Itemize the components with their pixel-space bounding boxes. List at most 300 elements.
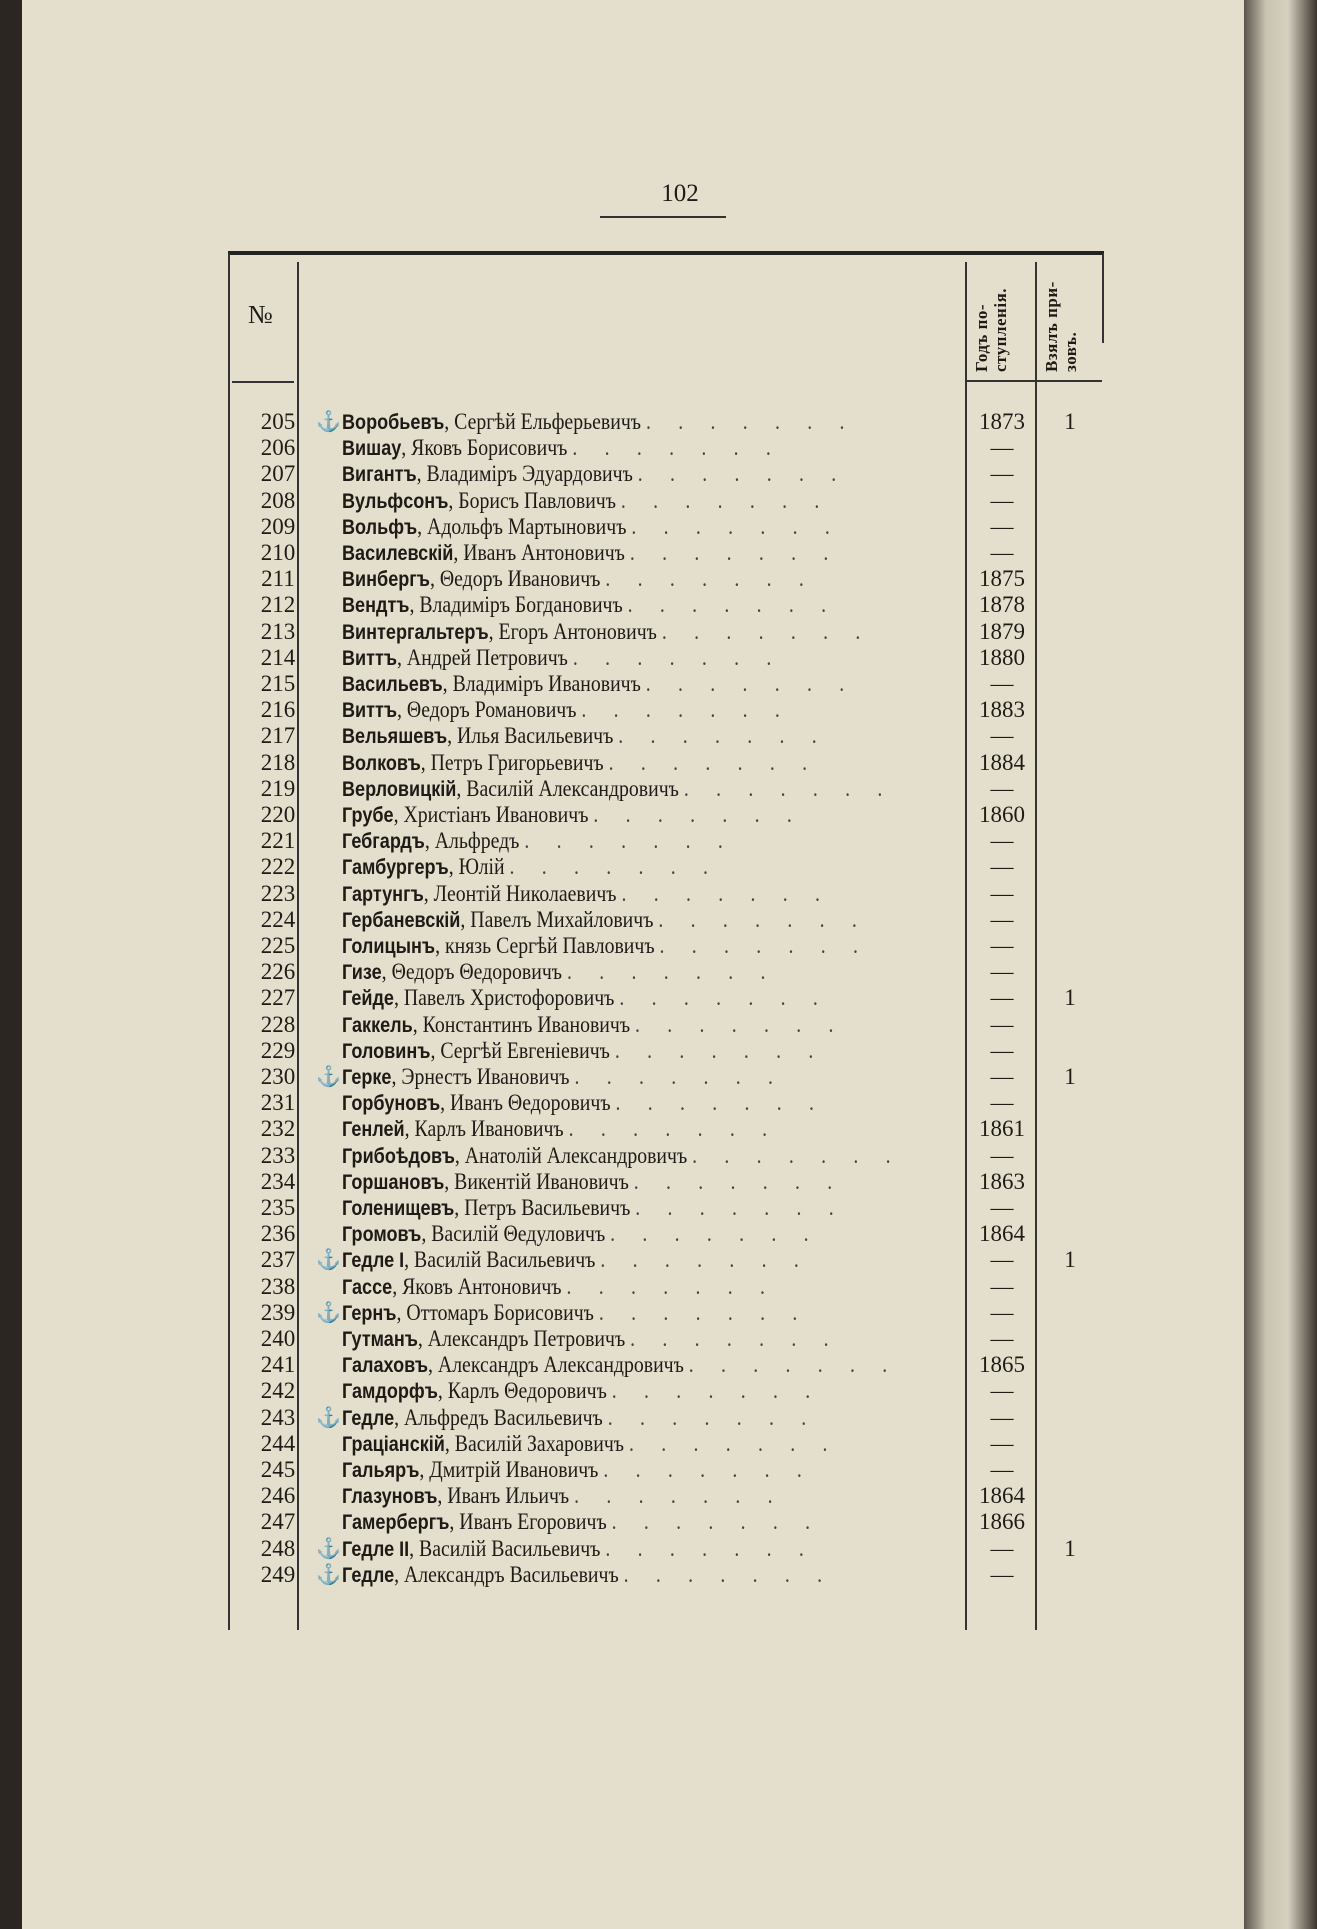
anchor-icon: ⚓ bbox=[316, 1249, 341, 1272]
table-row bbox=[228, 1352, 1104, 1378]
table-row bbox=[228, 1509, 1104, 1535]
row-number: 221 bbox=[260, 828, 296, 854]
table-row bbox=[228, 619, 1104, 645]
dot-leader: . . . . . . . bbox=[572, 435, 782, 461]
surname: Гамбургеръ bbox=[342, 856, 449, 880]
given-names: , Александръ Александровичъ bbox=[428, 1352, 684, 1378]
surname: Вульфсонъ bbox=[342, 489, 449, 513]
dot-leader: . . . . . . . bbox=[581, 697, 792, 723]
dot-leader: . . . . . . . bbox=[692, 1142, 902, 1168]
surname: Гербаневскій bbox=[342, 908, 461, 932]
year-of-entry: — bbox=[990, 1273, 1014, 1299]
row-number: 218 bbox=[260, 749, 296, 775]
person-name bbox=[342, 1012, 858, 1039]
person-name bbox=[342, 906, 869, 934]
surname: Гедле bbox=[342, 1406, 395, 1430]
person-name bbox=[342, 514, 858, 541]
person-name bbox=[342, 1457, 858, 1484]
table-row bbox=[228, 1457, 1104, 1483]
table-row bbox=[228, 1143, 1104, 1169]
table-row bbox=[228, 723, 1104, 749]
table-row bbox=[228, 409, 1104, 435]
year-of-entry: 1864 bbox=[979, 1483, 1025, 1509]
row-number: 247 bbox=[260, 1509, 296, 1535]
row-number: 239 bbox=[260, 1299, 296, 1325]
surname: Гутманъ bbox=[342, 1328, 418, 1351]
person-name bbox=[342, 959, 858, 986]
dot-leader: . . . . . . . bbox=[637, 461, 848, 487]
table-row bbox=[228, 697, 1104, 723]
surname: Гассе bbox=[342, 1275, 393, 1299]
year-of-entry: — bbox=[990, 933, 1014, 958]
person-name bbox=[342, 1142, 902, 1170]
table-row bbox=[228, 1483, 1104, 1509]
table-row bbox=[228, 1090, 1104, 1116]
row-number: 229 bbox=[260, 1037, 296, 1063]
given-names: , Яковъ Антоновичъ bbox=[392, 1273, 562, 1299]
person-name bbox=[342, 1431, 858, 1458]
given-names: , Константинъ Ивановичъ bbox=[412, 1011, 631, 1037]
anchor-icon: ⚓ bbox=[316, 411, 341, 433]
row-number: 236 bbox=[260, 1221, 296, 1247]
header-rule-right bbox=[967, 380, 1102, 382]
dot-leader: . . . . . . . bbox=[605, 566, 815, 592]
given-names: , Θедоръ Романовичъ bbox=[397, 697, 577, 723]
year-of-entry: — bbox=[990, 1378, 1014, 1404]
year-of-entry: — bbox=[990, 906, 1014, 932]
table-row bbox=[228, 1038, 1104, 1064]
row-number: 215 bbox=[260, 671, 296, 696]
given-names: , Василій Васильевичъ bbox=[409, 1535, 601, 1561]
dot-leader: . . . . . . . bbox=[615, 1090, 826, 1116]
prizes-taken: 1 bbox=[1064, 1064, 1076, 1089]
header-rule-number bbox=[232, 381, 294, 383]
given-names: , Василій Захаровичъ bbox=[444, 1430, 625, 1456]
person-name bbox=[342, 1536, 858, 1563]
dot-leader: . . . . . . . bbox=[593, 802, 804, 827]
row-number: 209 bbox=[260, 513, 296, 539]
dot-leader: . . . . . . . bbox=[607, 1404, 818, 1430]
surname: Василевскій bbox=[342, 542, 454, 565]
prizes-taken: 1 bbox=[1064, 985, 1076, 1011]
surname: Галаховъ bbox=[342, 1354, 429, 1378]
dot-leader: . . . . . . . bbox=[614, 1037, 825, 1063]
table-row bbox=[228, 959, 1104, 985]
year-of-entry: — bbox=[990, 828, 1014, 854]
year-of-entry: — bbox=[990, 1326, 1014, 1351]
row-number: 223 bbox=[260, 880, 296, 906]
row-number: 224 bbox=[260, 906, 296, 932]
person-name bbox=[342, 1064, 858, 1091]
dot-leader: . . . . . . . bbox=[603, 1457, 813, 1482]
dot-leader: . . . . . . . bbox=[619, 985, 829, 1011]
person-name bbox=[342, 540, 858, 567]
row-number: 232 bbox=[260, 1116, 296, 1142]
given-names: , Θедоръ Θедоровичъ bbox=[381, 959, 563, 985]
dot-leader: . . . . . . . bbox=[620, 487, 831, 513]
dot-leader: . . . . . . . bbox=[611, 1509, 822, 1535]
dot-leader: . . . . . . . bbox=[688, 1352, 899, 1378]
surname: Головинъ bbox=[342, 1039, 431, 1063]
dot-leader: . . . . . . . bbox=[628, 1430, 839, 1456]
table-row bbox=[228, 1195, 1104, 1221]
given-names: , Павелъ Михайловичъ bbox=[460, 906, 654, 932]
surname: Винбергъ bbox=[342, 568, 430, 592]
header-prizes: Взялъ при- зовъ. bbox=[1042, 281, 1080, 372]
person-name bbox=[342, 1483, 858, 1510]
anchor-icon: ⚓ bbox=[316, 1301, 341, 1324]
person-name bbox=[342, 1169, 858, 1196]
dot-leader: . . . . . . . bbox=[568, 1116, 779, 1142]
dot-leader: . . . . . . . bbox=[618, 723, 828, 749]
book-page-edge bbox=[1244, 0, 1317, 1929]
year-of-entry: — bbox=[990, 723, 1014, 749]
person-name bbox=[342, 1326, 858, 1353]
row-number: 228 bbox=[260, 1011, 296, 1037]
table-row bbox=[228, 435, 1104, 461]
table-row bbox=[228, 1300, 1104, 1326]
person-name bbox=[342, 1352, 899, 1379]
dot-leader: . . . . . . . bbox=[635, 1195, 845, 1220]
year-of-entry: — bbox=[990, 540, 1014, 565]
year-of-entry: — bbox=[990, 461, 1014, 487]
table-row bbox=[228, 488, 1104, 514]
given-names: , Христіанъ Ивановичъ bbox=[393, 802, 589, 827]
prizes-taken: 1 bbox=[1064, 1535, 1076, 1561]
year-of-entry: 1875 bbox=[979, 566, 1025, 592]
person-name bbox=[342, 645, 858, 672]
person-name bbox=[342, 1195, 858, 1222]
row-number: 207 bbox=[260, 461, 296, 487]
surname: Гедле bbox=[342, 1563, 395, 1587]
surname: Гизе bbox=[342, 961, 382, 985]
row-number: 244 bbox=[260, 1430, 296, 1456]
person-name bbox=[342, 1378, 858, 1405]
year-of-entry: — bbox=[990, 1561, 1014, 1587]
year-of-entry: 1879 bbox=[979, 618, 1025, 644]
dot-leader: . . . . . . . bbox=[509, 854, 720, 880]
table-row bbox=[228, 1378, 1104, 1404]
dot-leader: . . . . . . . bbox=[633, 1168, 844, 1194]
given-names: , Александръ Васильевичъ bbox=[394, 1561, 619, 1587]
dot-leader: . . . . . . . bbox=[566, 1273, 777, 1299]
table-row bbox=[228, 802, 1104, 828]
row-number: 235 bbox=[260, 1195, 296, 1220]
surname: Верловицкій bbox=[342, 777, 457, 801]
person-name bbox=[342, 750, 858, 777]
given-names: , Анатолій Александровичъ bbox=[454, 1142, 688, 1168]
dot-leader: . . . . . . . bbox=[627, 592, 838, 618]
row-number: 210 bbox=[260, 540, 296, 565]
surname: Гаккель bbox=[342, 1013, 413, 1037]
dot-leader: . . . . . . . bbox=[659, 933, 870, 958]
row-number: 246 bbox=[260, 1483, 296, 1509]
surname: Глазуновъ bbox=[342, 1485, 438, 1509]
person-name bbox=[342, 1221, 858, 1248]
table-top-rule bbox=[228, 251, 1104, 255]
year-of-entry: 1880 bbox=[979, 644, 1025, 670]
person-name bbox=[342, 828, 858, 855]
given-names: , Карлъ Ивановичъ bbox=[404, 1116, 564, 1142]
year-of-entry: — bbox=[990, 775, 1014, 801]
surname: Вольфъ bbox=[342, 515, 418, 539]
dot-leader: . . . . . . . bbox=[574, 1064, 785, 1089]
row-number: 245 bbox=[260, 1457, 296, 1482]
given-names: , Юлій bbox=[448, 854, 505, 880]
dot-leader: . . . . . . . bbox=[572, 644, 783, 670]
given-names: , Дмитрій Ивановичъ bbox=[419, 1457, 599, 1482]
row-number: 238 bbox=[260, 1273, 296, 1299]
surname: Горбуновъ bbox=[342, 1092, 441, 1116]
person-name bbox=[342, 566, 858, 593]
surname: Грибоѣдовъ bbox=[342, 1144, 455, 1168]
year-of-entry: — bbox=[990, 1299, 1014, 1325]
table-row bbox=[228, 1326, 1104, 1352]
table-row bbox=[228, 1064, 1104, 1090]
year-of-entry: 1864 bbox=[979, 1221, 1025, 1247]
given-names: , Владиміръ Ивановичъ bbox=[442, 671, 641, 696]
year-of-entry: 1866 bbox=[979, 1509, 1025, 1535]
row-number: 213 bbox=[260, 618, 296, 644]
dot-leader: . . . . . . . bbox=[610, 1221, 820, 1247]
dot-leader: . . . . . . . bbox=[645, 409, 856, 434]
surname: Гальяръ bbox=[342, 1459, 420, 1482]
anchor-icon: ⚓ bbox=[316, 1537, 341, 1560]
dot-leader: . . . . . . . bbox=[600, 1247, 810, 1273]
year-of-entry: 1878 bbox=[979, 592, 1025, 618]
dot-leader: . . . . . . . bbox=[630, 1326, 840, 1351]
year-of-entry: 1884 bbox=[979, 749, 1025, 775]
person-name bbox=[342, 1038, 858, 1065]
dot-leader: . . . . . . . bbox=[661, 618, 872, 644]
table-row bbox=[228, 750, 1104, 776]
row-number: 219 bbox=[260, 775, 296, 801]
person-name bbox=[342, 697, 858, 724]
year-of-entry: — bbox=[990, 513, 1014, 539]
surname: Васильевъ bbox=[342, 673, 443, 696]
given-names: , Андрей Петровичъ bbox=[397, 644, 568, 670]
year-of-entry: — bbox=[990, 854, 1014, 880]
dot-leader: . . . . . . . bbox=[566, 959, 777, 985]
given-names: , Иванъ Егоровичъ bbox=[449, 1509, 607, 1535]
surname: Голенищевъ bbox=[342, 1197, 455, 1220]
given-names: , Альфредъ Васильевичъ bbox=[394, 1404, 603, 1430]
table-row bbox=[228, 1221, 1104, 1247]
dot-leader: . . . . . . . bbox=[683, 775, 894, 801]
given-names: , Павелъ Христофоровичъ bbox=[393, 985, 615, 1011]
person-name bbox=[342, 488, 858, 515]
year-of-entry: — bbox=[990, 1064, 1014, 1089]
table-row bbox=[228, 1562, 1104, 1588]
year-of-entry: — bbox=[990, 1142, 1014, 1168]
surname: Гедле I bbox=[342, 1249, 405, 1273]
table-row bbox=[228, 1431, 1104, 1457]
table-row bbox=[228, 1169, 1104, 1195]
row-number: 227 bbox=[260, 985, 296, 1011]
person-name bbox=[342, 775, 894, 803]
year-of-entry: 1860 bbox=[979, 802, 1025, 827]
table-row bbox=[228, 776, 1104, 802]
table-row bbox=[228, 1116, 1104, 1142]
table-row bbox=[228, 854, 1104, 880]
given-names: , Иванъ Ильичъ bbox=[437, 1483, 570, 1509]
anchor-icon: ⚓ bbox=[316, 1066, 341, 1088]
given-names: , Василій Θедуловичъ bbox=[421, 1221, 606, 1247]
year-of-entry: — bbox=[990, 1090, 1014, 1116]
person-name bbox=[342, 802, 858, 829]
surname: Вельяшевъ bbox=[342, 725, 448, 749]
row-number: 241 bbox=[260, 1352, 296, 1378]
header-number: № bbox=[248, 300, 273, 329]
year-of-entry: — bbox=[990, 1011, 1014, 1037]
year-of-entry: 1861 bbox=[979, 1116, 1025, 1142]
table-row bbox=[228, 881, 1104, 907]
row-number: 216 bbox=[260, 697, 296, 723]
given-names: , Яковъ Борисовичъ bbox=[401, 435, 568, 461]
surname: Голицынъ bbox=[342, 935, 436, 958]
year-of-entry: — bbox=[990, 985, 1014, 1011]
person-name bbox=[342, 671, 858, 698]
person-name bbox=[342, 1274, 858, 1301]
anchor-icon: ⚓ bbox=[316, 1563, 341, 1586]
year-of-entry: — bbox=[990, 1430, 1014, 1456]
dot-leader: . . . . . . . bbox=[598, 1299, 809, 1325]
year-of-entry: — bbox=[990, 880, 1014, 906]
given-names: , Альфредъ bbox=[424, 828, 520, 854]
given-names: , Петръ Григорьевичъ bbox=[420, 749, 604, 775]
given-names: , Викентій Ивановичъ bbox=[444, 1168, 629, 1194]
surname: Винтергальтеръ bbox=[342, 620, 489, 644]
year-of-entry: — bbox=[990, 435, 1014, 461]
table-row bbox=[228, 514, 1104, 540]
dot-leader: . . . . . . . bbox=[605, 1535, 815, 1561]
surname: Грубе bbox=[342, 804, 394, 827]
person-name bbox=[342, 723, 858, 750]
surname: Вендтъ bbox=[342, 594, 410, 618]
row-number: 212 bbox=[260, 592, 296, 618]
person-name bbox=[342, 592, 858, 619]
person-name bbox=[342, 461, 858, 488]
prizes-taken: 1 bbox=[1064, 1247, 1076, 1273]
surname: Гедле II bbox=[342, 1537, 410, 1561]
given-names: , Борисъ Павловичъ bbox=[448, 487, 616, 513]
row-number: 211 bbox=[261, 566, 295, 592]
row-number: 248 bbox=[260, 1535, 296, 1561]
given-names: , Владиміръ Богдановичъ bbox=[409, 592, 623, 618]
table-row bbox=[228, 540, 1104, 566]
person-name bbox=[342, 881, 858, 908]
given-names: , Оттомаръ Борисовичъ bbox=[396, 1299, 594, 1325]
given-names: , Владиміръ Эдуардовичъ bbox=[416, 461, 633, 487]
year-of-entry: — bbox=[990, 959, 1014, 985]
person-name bbox=[342, 409, 858, 436]
dot-leader: . . . . . . . bbox=[629, 540, 840, 565]
surname: Громовъ bbox=[342, 1223, 422, 1247]
row-number: 226 bbox=[260, 959, 296, 985]
given-names: , Петръ Васильевичъ bbox=[454, 1195, 631, 1220]
person-name bbox=[342, 1405, 858, 1432]
given-names: , Василій Васильевичъ bbox=[404, 1247, 596, 1273]
year-of-entry: — bbox=[990, 1404, 1014, 1430]
year-of-entry: — bbox=[990, 1457, 1014, 1482]
row-number: 242 bbox=[260, 1378, 296, 1404]
dot-leader: . . . . . . . bbox=[621, 880, 832, 906]
person-name bbox=[342, 435, 858, 462]
dot-leader: . . . . . . . bbox=[574, 1483, 784, 1509]
table-row bbox=[228, 1536, 1104, 1562]
surname: Вигантъ bbox=[342, 463, 417, 487]
row-number: 240 bbox=[260, 1326, 296, 1351]
person-name bbox=[342, 618, 872, 646]
dot-leader: . . . . . . . bbox=[658, 906, 869, 932]
table-row bbox=[228, 1012, 1104, 1038]
page-number-rule bbox=[600, 216, 726, 218]
row-number: 222 bbox=[260, 854, 296, 880]
year-of-entry: — bbox=[990, 671, 1014, 696]
person-name bbox=[342, 1509, 858, 1536]
year-of-entry: 1873 bbox=[979, 409, 1025, 434]
given-names: , Александръ Петровичъ bbox=[417, 1326, 626, 1351]
row-number: 237 bbox=[260, 1247, 296, 1273]
page-number: 102 bbox=[661, 180, 699, 207]
year-of-entry: — bbox=[990, 1195, 1014, 1220]
table-row bbox=[228, 907, 1104, 933]
dot-leader: . . . . . . . bbox=[611, 1378, 822, 1404]
table-row bbox=[228, 1274, 1104, 1300]
table-row bbox=[228, 671, 1104, 697]
table-right-border bbox=[1102, 253, 1104, 343]
row-number: 243 bbox=[260, 1404, 296, 1430]
person-name bbox=[342, 1247, 858, 1274]
table-row bbox=[228, 985, 1104, 1011]
surname: Гартунгъ bbox=[342, 882, 424, 906]
anchor-icon: ⚓ bbox=[316, 1406, 341, 1429]
dot-leader: . . . . . . . bbox=[645, 671, 856, 696]
year-of-entry: — bbox=[990, 1535, 1014, 1561]
given-names: , Θедоръ Ивановичъ bbox=[429, 566, 601, 592]
surname: Волковъ bbox=[342, 751, 421, 775]
table-row bbox=[228, 1247, 1104, 1273]
row-number: 214 bbox=[260, 644, 296, 670]
row-number: 205 bbox=[260, 409, 296, 434]
row-number: 206 bbox=[260, 435, 296, 461]
surname: Гамербергъ bbox=[342, 1511, 450, 1535]
given-names: , Василій Александровичъ bbox=[456, 775, 679, 801]
row-number: 249 bbox=[260, 1561, 296, 1587]
given-names: , Иванъ Θедоровичъ bbox=[440, 1090, 611, 1116]
surname: Гейде bbox=[342, 987, 394, 1011]
year-of-entry: — bbox=[990, 487, 1014, 513]
person-name bbox=[342, 1562, 858, 1589]
given-names: , Егоръ Антоновичъ bbox=[488, 618, 657, 644]
row-number: 233 bbox=[260, 1142, 296, 1168]
table-row bbox=[228, 592, 1104, 618]
given-names: , Адольфъ Мартыновичъ bbox=[417, 513, 627, 539]
dot-leader: . . . . . . . bbox=[635, 1011, 845, 1037]
person-name bbox=[342, 985, 858, 1012]
year-of-entry: 1865 bbox=[979, 1352, 1025, 1378]
table-row bbox=[228, 1405, 1104, 1431]
dot-leader: . . . . . . . bbox=[608, 749, 819, 775]
given-names: , Леонтій Николаевичъ bbox=[423, 880, 617, 906]
given-names: , Илья Васильевичъ bbox=[447, 723, 614, 749]
given-names: , Сергѣй Евгеніевичъ bbox=[430, 1037, 610, 1063]
row-number: 217 bbox=[260, 723, 296, 749]
header-year: Годъ по- ступленія. bbox=[972, 287, 1010, 372]
surname: Генлей bbox=[342, 1118, 405, 1142]
year-of-entry: 1883 bbox=[979, 697, 1025, 723]
table-row bbox=[228, 645, 1104, 671]
